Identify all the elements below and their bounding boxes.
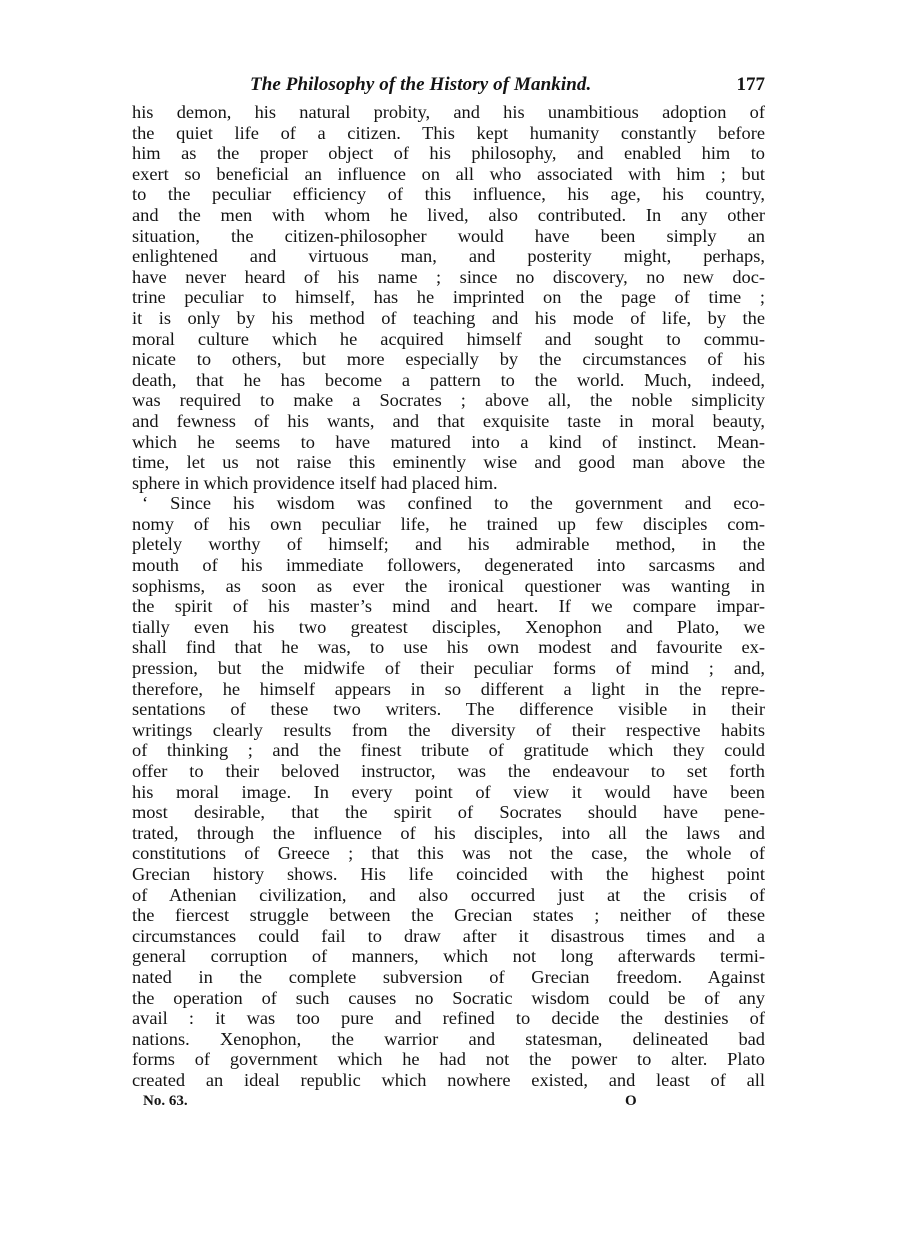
text-line: the quiet life of a citizen. This kept humanity constantly before xyxy=(132,122,765,143)
text-line: writings clearly results from the diversity of their respective habits xyxy=(132,719,765,740)
text-line: tially even his two greatest disciples, Xenophon and Plato, we xyxy=(132,616,765,637)
text-line: have never heard of his name ; since no discovery, no new doc- xyxy=(132,266,765,287)
issue-number: No. 63. xyxy=(143,1092,188,1109)
text-line: death, that he has become a pattern to the world. Much, indeed, xyxy=(132,369,765,390)
text-line: avail : it was too pure and refined to decide the destinies of xyxy=(132,1008,765,1029)
text-line: of thinking ; and the finest tribute of gratitude which they could xyxy=(132,740,765,761)
text-line: trine peculiar to himself, has he imprinted on the page of time ; xyxy=(132,287,765,308)
text-line: forms of government which he had not the power to alter. Plato xyxy=(132,1049,765,1070)
paragraph xyxy=(132,102,765,493)
text-line: therefore, he himself appears in so different a light in the repre- xyxy=(132,678,765,699)
text-line: time, let us not raise this eminently wise and good man above the xyxy=(132,452,765,473)
text-line: constitutions of Greece ; that this was not the case, the whole of xyxy=(132,843,765,864)
text-line: which he seems to have matured into a kind of instinct. Mean- xyxy=(132,431,765,452)
book-page xyxy=(132,72,765,1115)
text-line: sphere in which providence itself had placed him. xyxy=(132,472,498,493)
body-text xyxy=(132,102,765,1091)
text-line: his moral image. In every point of view it would have been xyxy=(132,781,765,802)
text-line: of Athenian civilization, and also occurred just at the crisis of xyxy=(132,884,765,905)
page-footer xyxy=(132,1091,765,1115)
text-line: nomy of his own peculiar life, he trained up few disciples com- xyxy=(132,513,765,534)
text-line: the fiercest struggle between the Grecian states ; neither of these xyxy=(132,905,765,926)
running-head xyxy=(132,72,765,102)
text-line: Grecian history shows. His life coincided with the highest point xyxy=(132,863,765,884)
paragraph xyxy=(132,493,765,1090)
text-line: pression, but the midwife of their peculiar forms of mind ; and, xyxy=(132,658,765,679)
text-line: created an ideal republic which nowhere existed, and least of all xyxy=(132,1069,765,1090)
text-line: and the men with whom he lived, also contributed. In any other xyxy=(132,204,765,225)
text-line: him as the proper object of his philosophy, and enabled him to xyxy=(132,143,765,164)
signature-letter: O xyxy=(625,1092,637,1109)
text-line: sophisms, as soon as ever the ironical questioner was wanting in xyxy=(132,575,765,596)
text-line: exert so beneficial an influence on all who associated with him ; but xyxy=(132,163,765,184)
text-line: his demon, his natural probity, and his unambitious adoption of xyxy=(132,102,765,122)
text-line: sentations of these two writers. The difference visible in their xyxy=(132,699,765,720)
text-line: ‘ Since his wisdom was confined to the government and eco- xyxy=(142,493,765,514)
text-line: nations. Xenophon, the warrior and statesman, delineated bad xyxy=(132,1028,765,1049)
text-line: the operation of such causes no Socratic wisdom could be of any xyxy=(132,987,765,1008)
text-line: to the peculiar efficiency of this influence, his age, his country, xyxy=(132,184,765,205)
text-line: and fewness of his wants, and that exquisite taste in moral beauty, xyxy=(132,410,765,431)
text-line: enlightened and virtuous man, and posterity might, perhaps, xyxy=(132,246,765,267)
text-line: situation, the citizen-philosopher would have been simply an xyxy=(132,225,765,246)
text-line: mouth of his immediate followers, degenerated into sarcasms and xyxy=(132,555,765,576)
text-line: the spirit of his master’s mind and heart. If we compare impar- xyxy=(132,596,765,617)
text-line: general corruption of manners, which not long afterwards termi- xyxy=(132,946,765,967)
text-line: most desirable, that the spirit of Socrates should have pene- xyxy=(132,802,765,823)
text-line: shall find that he was, to use his own modest and favourite ex- xyxy=(132,637,765,658)
text-line: offer to their beloved instructor, was the endeavour to set forth xyxy=(132,761,765,781)
text-line: was required to make a Socrates ; above all, the noble simplicity xyxy=(132,390,765,411)
text-line: pletely worthy of himself; and his admirable method, in the xyxy=(132,534,765,555)
text-line: nicate to others, but more especially by the circumstances of his xyxy=(132,349,765,370)
text-line: moral culture which he acquired himself and sought to commu- xyxy=(132,328,765,349)
text-line: circumstances could fail to draw after it disastrous times and a xyxy=(132,925,765,946)
running-title: The Philosophy of the History of Mankind. xyxy=(250,74,592,95)
text-line: it is only by his method of teaching and his mode of life, by the xyxy=(132,307,765,328)
text-line: trated, through the influence of his disciples, into all the laws and xyxy=(132,822,765,843)
page-number: 177 xyxy=(736,74,765,95)
text-line: nated in the complete subversion of Grecian freedom. Against xyxy=(132,966,765,987)
